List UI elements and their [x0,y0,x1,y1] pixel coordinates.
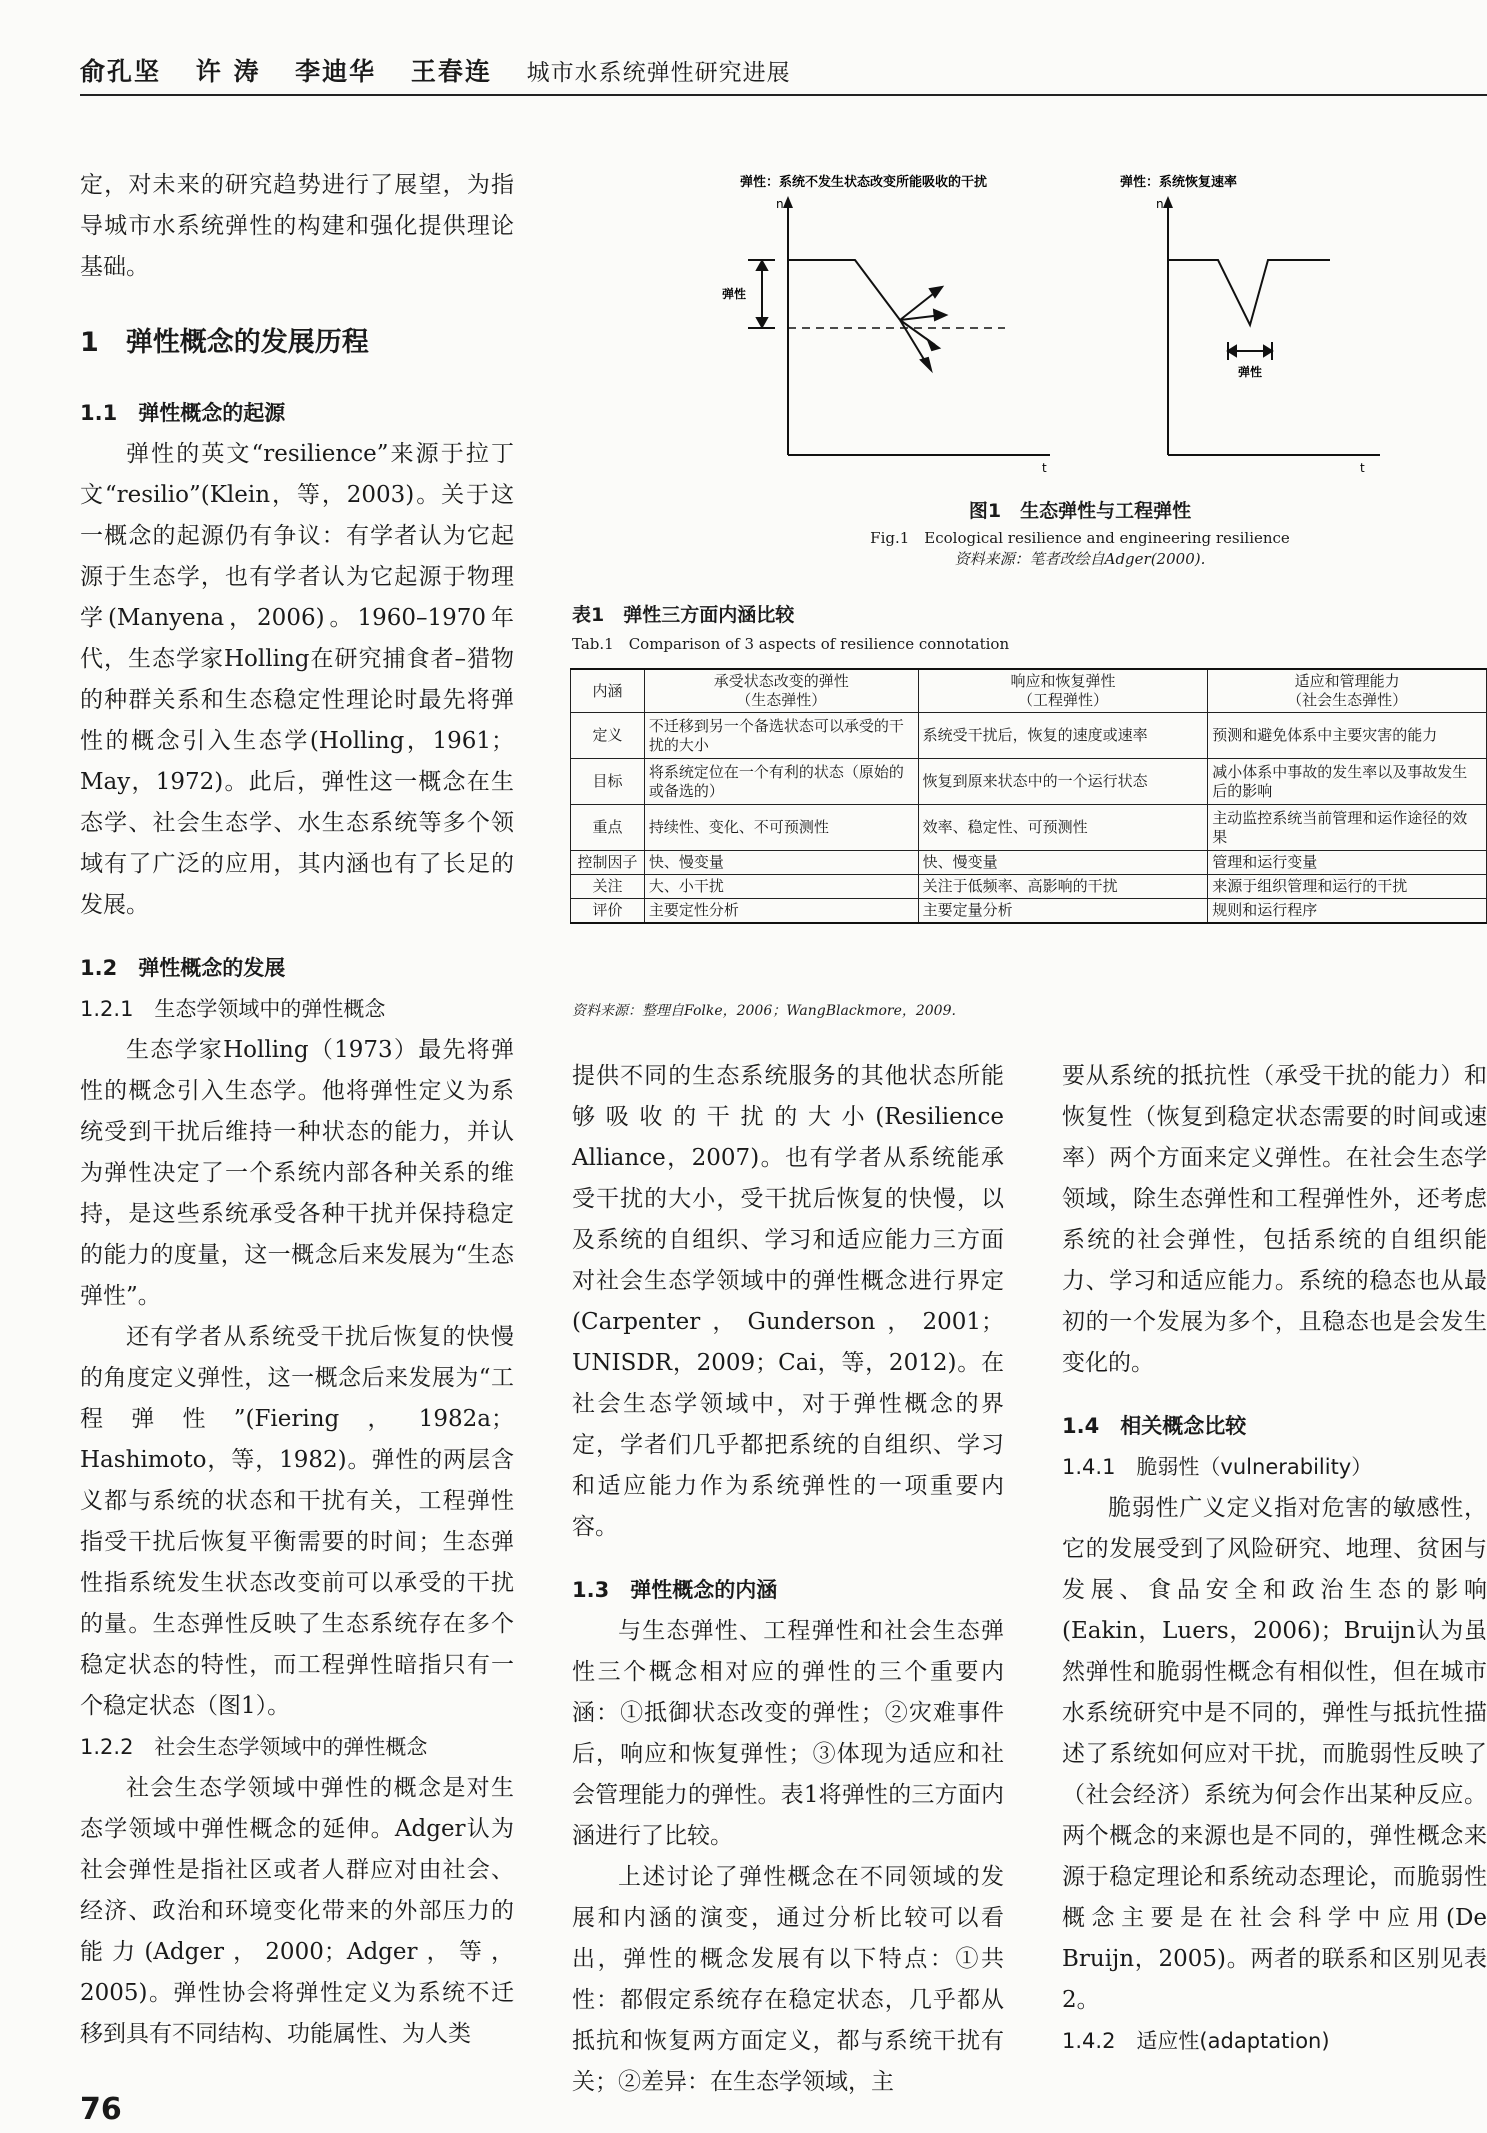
figure-caption [760,496,1400,569]
table-row-header: 目标 [571,759,645,805]
table-cell: 系统受干扰后，恢复的速度或速率 [918,713,1208,759]
table-row-header: 控制因子 [571,851,645,875]
table-row-header: 关注 [571,875,645,899]
table-source: 资料来源：整理自Folke，2006；WangBlackmore，2009. [572,1003,956,1019]
table-cell: 快、慢变量 [644,851,918,875]
table-row-header: 重点 [571,805,645,851]
table-cell: 快、慢变量 [918,851,1208,875]
table-row [571,759,1487,805]
paragraph: 还有学者从系统受干扰后恢复的快慢的角度定义弹性，这一概念后来发展为“工程弹性”(Fiering，1982a；Hashimoto，等，1982)。弹性的两层含义都与系统的状态和干扰有关，工程弹性指受干扰后恢复平衡需要的时间；生态弹性指系统发生状态改变前可以承受的干扰的量。生态弹性反映了生态系统存在多个稳定状态的特性，而工程弹性暗指只有一个稳定状态（图1）。 [80,1324,514,1719]
author-2: 许 涛 [195,57,261,86]
paragraph: 弹性的英文“resilience”来源于拉丁文“resilio”(Klein，等，2003)。关于这一概念的起源仍有争议：有学者认为它起源于生态学，也有学者认为它起源于物理学(Manyena，2006)。1960–1970年代，生态学家Holling在研究捕食者–猎物的种群关系和生态稳定性理论时最先将弹性的概念引入生态学(Holling，1961；May，1972)。此后，弹性这一概念在生态学、社会生态学、水生态系统等多个领域有了广泛的应用，其内涵也有了长足的发展。 [80,441,514,918]
table-header-cell: 响应和恢复弹性 （工程弹性） [918,669,1208,713]
table-header-row [571,669,1487,713]
figure-caption-cn: 图1 生态弹性与工程弹性 [968,500,1192,522]
paragraph: 定，对未来的研究趋势进行了展望，为指导城市水系统弹性的构建和强化提供理论基础。 [80,172,514,280]
right-y-label: n [1156,197,1164,211]
table-row-header: 评价 [571,899,645,924]
page-number: 76 [80,2092,122,2127]
section-heading-1-4: 1.4 相关概念比较 [1062,1414,1247,1438]
right-arrow-label: 弹性 [1238,365,1263,379]
table-cell: 主要定量分析 [918,899,1208,924]
figure-source: 资料来源：笔者改绘自Adger(2000). [954,550,1206,568]
table-row [571,713,1487,759]
right-panel-title: 弹性：系统恢复速率 [1120,175,1238,190]
comparison-table [570,668,1487,924]
column-left [80,165,514,2055]
section-heading-1-4-1: 1.4.1 脆弱性（vulnerability） [1062,1455,1373,1479]
right-y-arrowhead [1163,196,1173,208]
left-y-label: n [776,197,784,211]
table-caption-cn: 表1 弹性三方面内涵比较 [572,604,795,626]
table-row-header: 定义 [571,713,645,759]
author-list [80,52,815,88]
left-arrow-label: 弹性 [722,287,747,301]
left-panel-title: 弹性：系统不发生状态改变所能吸收的干扰 [740,175,988,190]
left-y-arrowhead [783,196,793,208]
section-heading-1-2-1: 1.2.1 生态学领域中的弹性概念 [80,997,386,1021]
column-middle [572,1056,1004,2103]
table-header-cell: 承受状态改变的弹性 （生态弹性） [644,669,918,713]
figure-caption-en: Fig.1 Ecological resilience and engineering resilience [870,529,1290,547]
left-resilience-bracket [748,260,775,328]
table-cell: 减小体系中事故的发生率以及事故发生后的影响 [1208,759,1487,805]
table-caption-en: Tab.1 Comparison of 3 aspects of resilience connotation [572,635,1010,653]
paragraph: 社会生态学领域中弹性的概念是对生态学领域中弹性概念的延伸。Adger认为社会弹性是指社区或者人群应对由社会、经济、政治和环境变化带来的外部压力的能力(Adger，2000；Adger，等，2005)。弹性协会将弹性定义为系统不迁移到具有不同结构、功能属性、为人类 [80,1775,514,2047]
section-heading-1-2: 1.2 弹性概念的发展 [80,956,286,980]
right-x-label: t [1360,461,1365,475]
right-axes [1168,205,1380,455]
paragraph: 要从系统的抵抗性（承受干扰的能力）和恢复性（恢复到稳定状态需要的时间或速率）两个方面来定义弹性。在社会生态学领域，除生态弹性和工程弹性外，还考虑系统的社会弹性，包括系统的自组织能力、学习和适应能力。系统的稳态也从最初的一个发展为多个，且稳态也是会发生变化的。 [1062,1063,1487,1376]
paragraph: 生态学家Holling（1973）最先将弹性的概念引入生态学。他将弹性定义为系统受到干扰后维持一种状态的能力，并认为弹性决定了一个系统内部各种关系的维持，是这些系统承受各种干扰并保持稳定的能力的度量，这一概念后来发展为“生态弹性”。 [80,1037,514,1309]
column-right [1062,1056,1487,2062]
section-heading-1-4-2: 1.4.2 适应性(adaptation) [1062,2029,1330,2053]
running-title: 城市水系统弹性研究进展 [526,60,791,86]
author-4: 王春连 [410,57,492,86]
left-curve [788,260,900,320]
table-row [571,851,1487,875]
section-heading-1-1: 1.1 弹性概念的起源 [80,401,286,425]
table-cell: 持续性、变化、不可预测性 [644,805,918,851]
table-cell: 管理和运行变量 [1208,851,1487,875]
table-cell: 关注于低频率、高影响的干扰 [918,875,1208,899]
table-cell: 恢复到原来状态中的一个运行状态 [918,759,1208,805]
table-row [571,899,1487,924]
table-cell: 来源于组织管理和运行的干扰 [1208,875,1487,899]
section-heading-1-2-2: 1.2.2 社会生态学领域中的弹性概念 [80,1735,428,1759]
section-heading-1-3: 1.3 弹性概念的内涵 [572,1578,778,1602]
running-header [80,48,1487,96]
table-cell: 预测和避免体系中主要灾害的能力 [1208,713,1487,759]
author-1: 俞孔坚 [80,57,162,86]
table-cell: 效率、稳定性、可预测性 [918,805,1208,851]
table-cell: 将系统定位在一个有利的状态（原始的或备选的） [644,759,918,805]
table-cell: 主动监控系统当前管理和运作途径的效果 [1208,805,1487,851]
table-caption [572,600,1009,654]
table-header-cell: 内涵 [571,669,645,713]
paragraph: 提供不同的生态系统服务的其他状态所能够吸收的干扰的大小(Resilience Alliance，2007)。也有学者从系统能承受干扰的大小，受干扰后恢复的快慢，以及系统的自组织、学习和适应能力三方面对社会生态学领域中的弹性概念进行界定(Carpenter，Gunderson，2001；UNISDR，2009；Cai，等，2012)。在社会生态学领域中，对于弹性概念的界定，学者们几乎都把系统的自组织、学习和适应能力作为系统弹性的一项重要内容。 [572,1063,1004,1540]
table-row [571,875,1487,899]
section-heading-1: 1 弹性概念的发展历程 [80,327,369,358]
table-cell: 规则和运行程序 [1208,899,1487,924]
table-cell: 不迁移到另一个备选状态可以承受的干扰的大小 [644,713,918,759]
table-cell: 主要定性分析 [644,899,918,924]
table-row [571,805,1487,851]
figure-1 [720,170,1380,490]
left-x-label: t [1042,461,1047,475]
table-header-cell: 适应和管理能力 （社会生态弹性） [1208,669,1487,713]
right-curve [1168,260,1330,325]
author-3: 李迪华 [295,57,377,86]
paragraph: 与生态弹性、工程弹性和社会生态弹性三个概念相对应的弹性的三个重要内涵：①抵御状态改变的弹性；②灾难事件后，响应和恢复弹性；③体现为适应和社会管理能力的弹性。表1将弹性的三方面内涵进行了比较。 [572,1618,1004,1849]
right-resilience-bracket [1228,342,1272,360]
paragraph: 上述讨论了弹性概念在不同领域的发展和内涵的演变，通过分析比较可以看出，弹性的概念发展有以下特点：①共性：都假定系统存在稳定状态，几乎都从抵抗和恢复两方面定义，都与系统干扰有关；②差异：在生态学领域，主 [572,1864,1004,2095]
paragraph: 脆弱性广义定义指对危害的敏感性，它的发展受到了风险研究、地理、贫困与发展、食品安全和政治生态的影响(Eakin，Luers，2006)；Bruijn认为虽然弹性和脆弱性概念有相似性，但在城市水系统研究中是不同的，弹性与抵抗性描述了系统如何应对干扰，而脆弱性反映了（社会经济）系统为何会作出某种反应。两个概念的来源也是不同的，弹性概念来源于稳定理论和系统动态理论，而脆弱性概念主要是在社会科学中应用(De Bruijn，2005)。两者的联系和区别见表2。 [1062,1495,1487,2013]
table-cell: 大、小干扰 [644,875,918,899]
left-axes [788,205,1050,455]
